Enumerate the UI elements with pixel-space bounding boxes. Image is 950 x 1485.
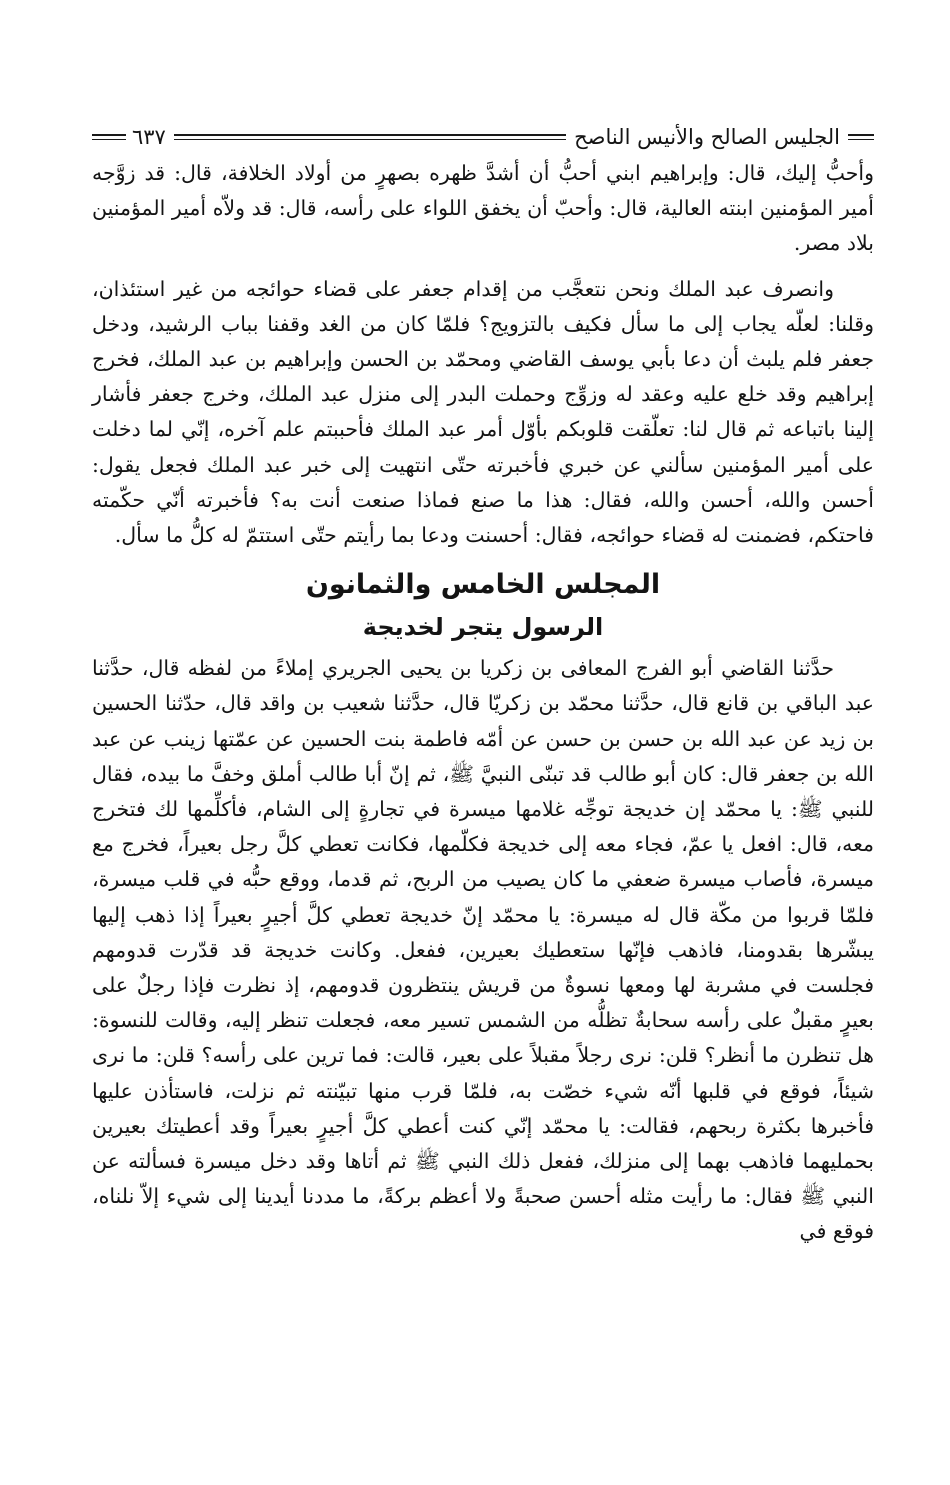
paragraph: حدَّثنا القاضي أبو الفرج المعافى بن زكريا بن يحيى الجريري إملاءً من لفظه قال، حدَّثنا عبد الباقي بن قانع قال، حدَّثنا محمّد بن زكريّا قال، حدَّثنا شعيب بن واقد قال، حدّثنا الحسين بن زيد عن عبد الله بن حسن بن حسن عن أمّه فاطمة بنت الحسين عن عمّتها زينب عن عبد الله بن جعفر قال: كان أبو طالب قد تبنّى النبيَّ ﷺ، ثم إنّ أبا طالب أملق وخفَّ ما بيده، فقال للنبي ﷺ: يا محمّد إن خديجة توجِّه غلامها ميسرة في تجارةٍ إلى الشام، فأكلِّمها لك فتخرج معه، قال: افعل يا عمّ، فجاء معه إلى خديجة فكلّمها، فكانت تعطي كلَّ رجل بعيراً، فخرج مع ميسرة، فأصاب ميسرة ضعفي ما كان يصيب من الربح، ثم قدما، ووقع حبُّه في قلب ميسرة، فلمّا قربوا من مكّة قال له ميسرة: يا محمّد إنّ خديجة تعطي كلَّ أجيرٍ بعيراً إذا ذهب إليها يبشّرها بقدومنا، فاذهب فإنّها ستعطيك بعيرين، ففعل. وكانت خديجة قد قدّرت قدومهم فجلست في مشربة لها ومعها نسوةٌ من قريش ينتظرون قدومهم، إذ نظرت فإذا رجلٌ على بعيرٍ مقبلٌ على رأسه سحابةٌ تظلُّه من الشمس تسير معه، فجعلت تنظر إليه، وقالت للنسوة: هل تنظرن ما أنظر؟ قلن: نرى رجلاً مقبلاً على بعير، قالت: فما ترين على رأسه؟ قلن: ما نرى شيئاً، فوقع في قلبها أنّه شيء خصّت به، فلمّا قرب منها تبيّنته ثم نزلت، فاستأذن عليها فأخبرها بكثرة ربحهم، فقالت: يا محمّد إنّي كنت أعطي كلَّ أجيرٍ بعيراً وقد أعطيتك بعيرين بحمليهما فاذهب بهما إلى منزلك، ففعل ذلك النبي ﷺ ثم أتاها وقد دخل ميسرة فسألته عن النبي ﷺ فقال: ما رأيت مثله أحسن صحبةً ولا أعظم بركةً، ما مددنا أيدينا إلى شيء إلاّ نلناه، فوقع في <box>92 656 874 1244</box>
paragraph: وأحبُّ إليك، قال: وإبراهيم ابني أحبُّ أن أشدَّ ظهره بصهرٍ من أولاد الخلافة، قال: قد زوَّجه أمير المؤمنين ابنته العالية، قال: وأحبّ أن يخفق اللواء على رأسه، قال: قد ولاّه أمير المؤمنين بلاد مصر. <box>92 161 874 256</box>
header-rule-end <box>92 134 126 140</box>
book-page <box>92 118 874 1250</box>
header-rule <box>174 134 566 140</box>
section-subtitle: الرسول يتجر لخديجة <box>362 613 604 642</box>
paragraph: وانصرف عبد الملك ونحن نتعجَّب من إقدام جعفر على قضاء حوائجه من غير استئذان، وقلنا: لعلّه يجاب إلى ما سأل فكيف بالتزويج؟ فلمّا كان من الغد وقفنا بباب الرشيد، ودخل جعفر فلم يلبث أن دعا بأبي يوسف القاضي ومحمّد بن الحسن وإبراهيم بن عبد الملك، فخرج إبراهيم وقد خلع عليه وعقد له وزوِّج وحملت البدر إلى منزل عبد الملك، وخرج جعفر فأشار إلينا باتباعه ثم قال لنا: تعلّقت قلوبكم بأوّل أمر عبد الملك فأحببتم علم آخره، إنّي لما دخلت على أمير المؤمنين سألني عن خبري فأخبرته حتّى انتهيت إلى خبر عبد الملك فجعل يقول: أحسن والله، أحسن والله، فقال: هذا ما صنع فماذا صنعت أنت به؟ فأخبرته أنّي حكّمته فاحتكم، فضمنت له قضاء حوائجه، فقال: أحسنت ودعا بما رأيتم حتّى استتمّ له كلُّ ما سأل. <box>92 276 874 548</box>
section-title: المجلس الخامس والثمانون <box>305 569 661 601</box>
header-book-title: الجليس الصالح والأنيس الناصح <box>574 125 840 149</box>
running-header <box>92 118 874 156</box>
page-number: ٦٣٧ <box>132 125 166 149</box>
header-rule-start <box>848 134 874 140</box>
